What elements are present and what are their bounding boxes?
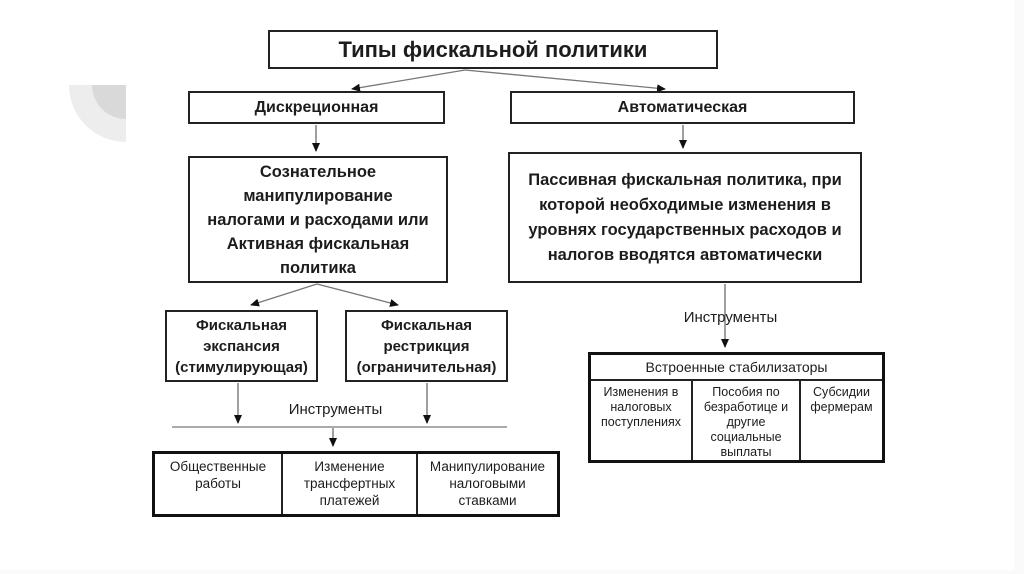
instrument-cell-tax-rates: Манипулирование налоговыми ставками [429,459,546,508]
fiscal-restriction-box: Фискальная рестрикция (ограничительная) [345,310,508,382]
stabilizer-cell-tax-revenues: Изменения в налоговых поступлениях [591,381,693,460]
branch-automatic-label: Автоматическая [510,91,855,124]
diagram-title: Типы фискальной политики [268,30,718,69]
discretionary-instruments-table [152,451,560,517]
built-in-stabilizers-table [588,352,885,463]
page-edge-shade-bottom [0,570,1024,574]
stabilizer-cell-farm-subsidies: Субсидии фермерам [810,385,873,414]
branch-discretionary-label: Дискреционная [188,91,445,124]
stabilizers-table-header: Встроенные стабилизаторы [591,355,882,381]
instruments-label-right: Инструменты [683,309,778,326]
fiscal-expansion-box: Фискальная экспансия (стимулирующая) [165,310,318,382]
instruments-label-left: Инструменты [288,401,383,418]
automatic-description-box: Пассивная фискальная политика, при которой необходимые изменения в уровнях государственных расходов и налогов вводятся автоматически [508,152,862,283]
stabilizers-table-body [591,381,882,460]
page-edge-shade-right [1014,0,1024,574]
instrument-cell-transfer-payments: Изменение трансфертных платежей [283,454,418,514]
stabilizer-cell-unemployment-benefits: Пособия по безработице и другие социальные выплаты [693,381,801,460]
instrument-cell-public-works: Общественные работы [155,454,283,514]
discretionary-description-box: Сознательное манипулирование налогами и расходами или Активная фискальная политика [188,156,448,283]
